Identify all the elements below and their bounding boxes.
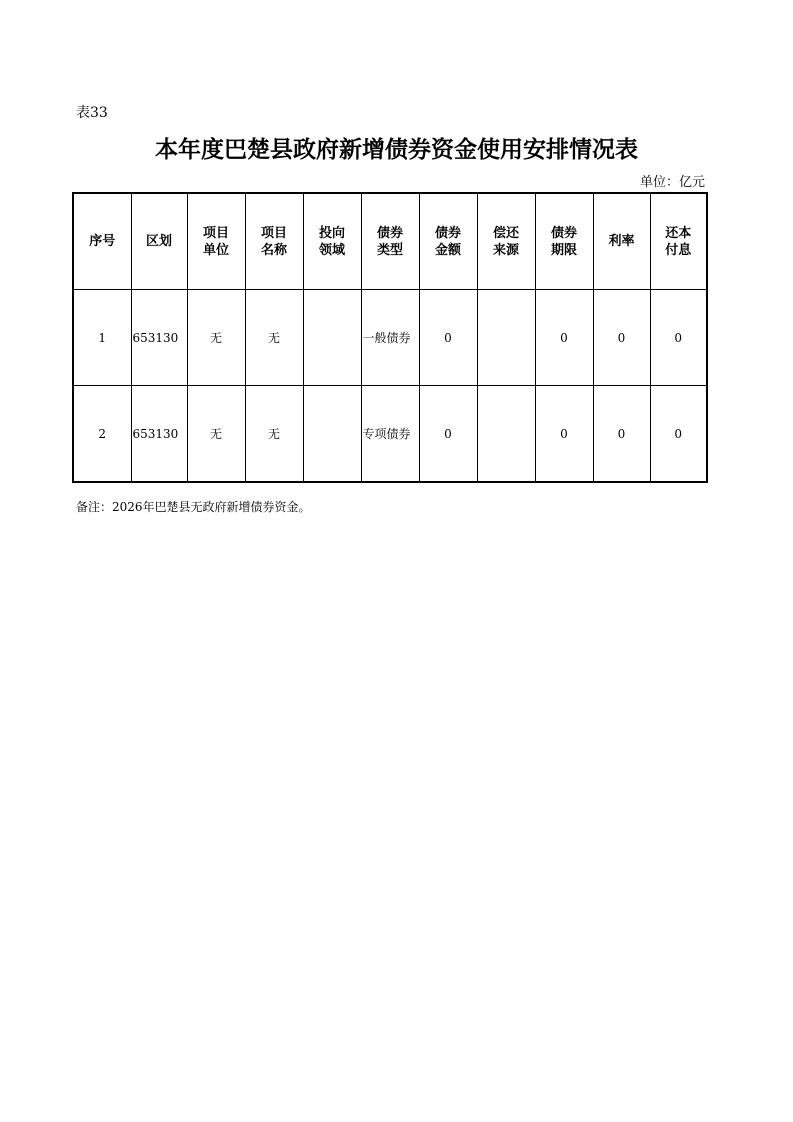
- bond-allocation-table: [72, 192, 708, 483]
- column-header: 利率: [593, 193, 650, 290]
- column-header: 债券期限: [535, 193, 593, 290]
- unit-label: 单位：亿元: [639, 175, 705, 190]
- table-row: [73, 290, 707, 386]
- column-header: 债券金额: [419, 193, 477, 290]
- table-cell: 0: [419, 386, 477, 483]
- column-header: 项目单位: [187, 193, 245, 290]
- table-cell: 0: [535, 290, 593, 386]
- column-header: 偿还来源: [477, 193, 535, 290]
- table-cell: 专项债券: [361, 386, 419, 483]
- table-cell: 0: [535, 386, 593, 483]
- table-header-row: [73, 193, 707, 290]
- table-cell: 0: [650, 386, 707, 483]
- table-row: [73, 386, 707, 483]
- table-cell: [477, 386, 535, 483]
- page-title: 本年度巴楚县政府新增债券资金使用安排情况表: [155, 137, 638, 163]
- column-header: 还本付息: [650, 193, 707, 290]
- table-cell: 1: [73, 290, 131, 386]
- table-cell: 0: [650, 290, 707, 386]
- table-cell: 无: [245, 386, 303, 483]
- table-cell: 无: [245, 290, 303, 386]
- column-header: 序号: [73, 193, 131, 290]
- table-cell: [303, 290, 361, 386]
- table-cell: 0: [419, 290, 477, 386]
- column-header: 投向领域: [303, 193, 361, 290]
- column-header: 区划: [131, 193, 187, 290]
- table-cell: 653130: [131, 290, 187, 386]
- table-cell: 0: [593, 386, 650, 483]
- column-header: 项目名称: [245, 193, 303, 290]
- column-header: 债券类型: [361, 193, 419, 290]
- table-cell: 653130: [131, 386, 187, 483]
- table-cell: [303, 386, 361, 483]
- table-number-label: 表33: [76, 105, 108, 121]
- table-cell: [477, 290, 535, 386]
- table-cell: 一般债券: [361, 290, 419, 386]
- table-cell: 无: [187, 290, 245, 386]
- table-cell: 无: [187, 386, 245, 483]
- footnote: 备注：2026年巴楚县无政府新增债券资金。: [76, 500, 311, 514]
- table-cell: 0: [593, 290, 650, 386]
- table-cell: 2: [73, 386, 131, 483]
